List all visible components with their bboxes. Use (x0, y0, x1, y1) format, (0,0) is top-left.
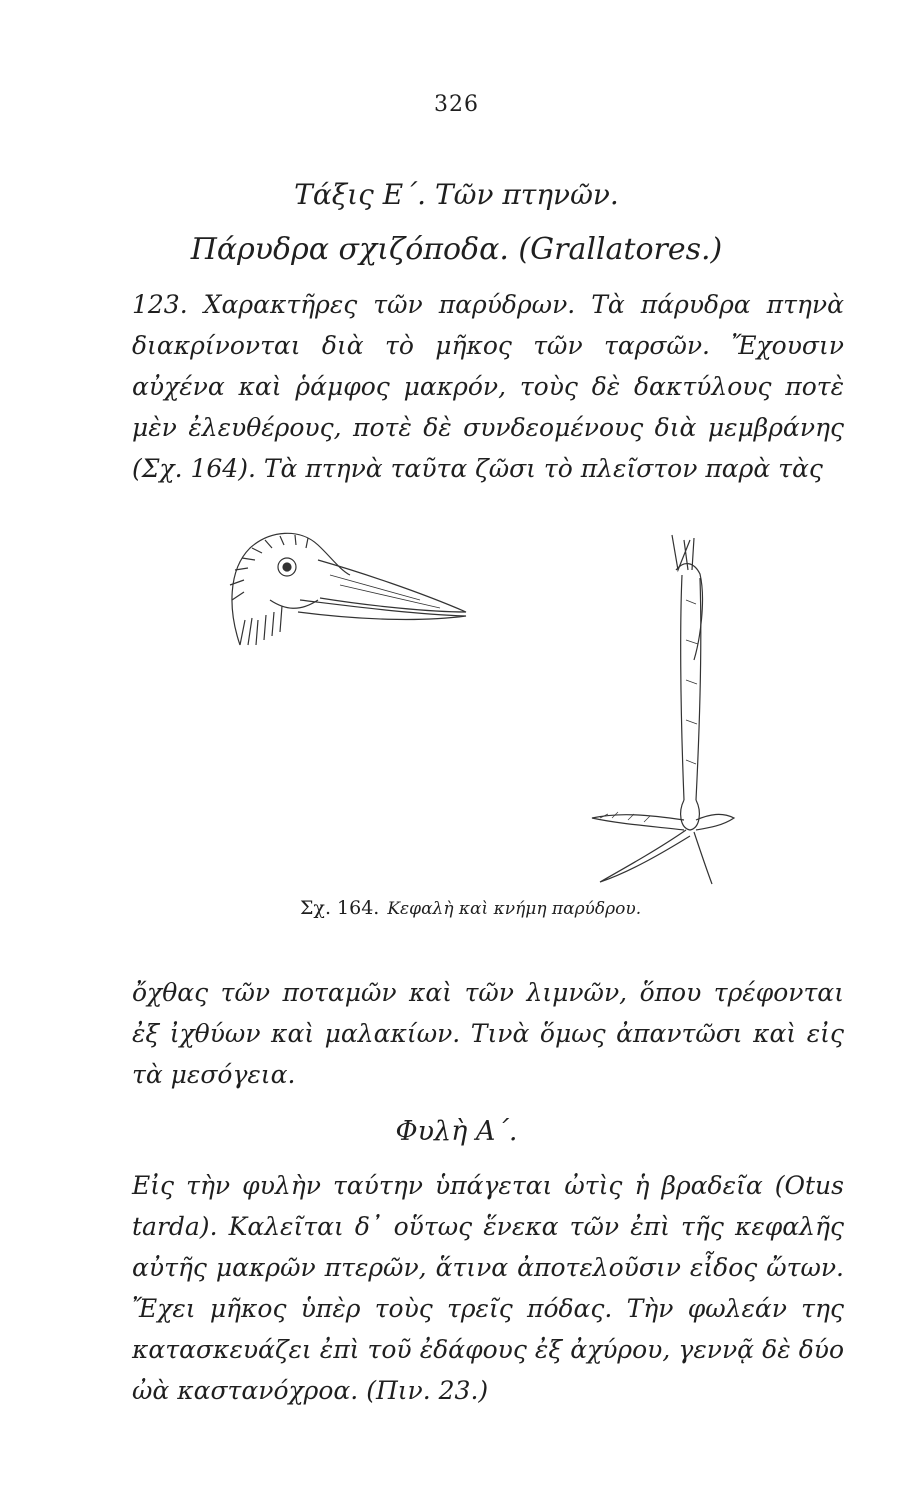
paragraph-text: ὄχθας τῶν ποταμῶν καὶ τῶν λιμνῶν, ὅπου τρέφονται ἐξ ἰχθύων καὶ μαλακίων. Τινὰ ὅμως ἀπαντῶσι καὶ εἰς τὰ μεσόγεια. (132, 978, 844, 1089)
paragraph-text: Εἰς τὴν φυλὴν ταύτην ὑπάγεται ὠτὶς ἡ βραδεῖα (Otus tarda). Καλεῖται δ᾽ οὕτως ἕνεκα τῶν ἐπὶ τῆς κεφαλῆς αὐτῆς μακρῶν πτερῶν, ἅτινα ἀποτελοῦσιν εἶδος ὤτων. Ἔχει μῆκος ὑπὲρ τοὺς τρεῖς πόδας. Τὴν φωλεάν της κατασκευάζει ἐπὶ τοῦ ἐδάφους ἐξ ἀχύρου, γεννᾷ δὲ δύο ὠὰ καστανόχροα. (Πιν. 23.) (132, 1171, 844, 1405)
bird-head-drawing (230, 533, 466, 645)
paragraph-habitat (132, 972, 844, 1095)
figure-caption-number: Σχ. 164. (300, 897, 380, 919)
paragraph-otus-tarda (132, 1165, 844, 1411)
paragraph-text: 123. Χαρακτῆρες τῶν παρύδρων. Τὰ πάρυδρα πτηνὰ διακρίνονται διὰ τὸ μῆκος τῶν ταρσῶν. Ἔχουσιν αὐχένα καὶ ῥάμφος μακρόν, τοὺς δὲ δακτύλους ποτὲ μὲν ἐλευθέρους, ποτὲ δὲ συνδεομένους διὰ μεμβράνης (Σχ. 164). Τὰ πτηνὰ ταῦτα ζῶσι τὸ πλεῖστον παρὰ τὰς (132, 290, 844, 483)
figure-caption (300, 897, 720, 919)
page-number: 326 (434, 92, 479, 117)
order-heading: Τάξις Ε΄. Τῶν πτηνῶν. (294, 178, 619, 211)
family-heading: Πάρυδρα σχιζόποδα. (Grallatores.) (190, 232, 723, 267)
figure-caption-text: Κεφαλὴ καὶ κνήμη παρύδρου. (387, 899, 642, 919)
tribe-heading: Φυλὴ Α΄. (395, 1116, 518, 1147)
bird-leg-drawing (592, 535, 734, 884)
